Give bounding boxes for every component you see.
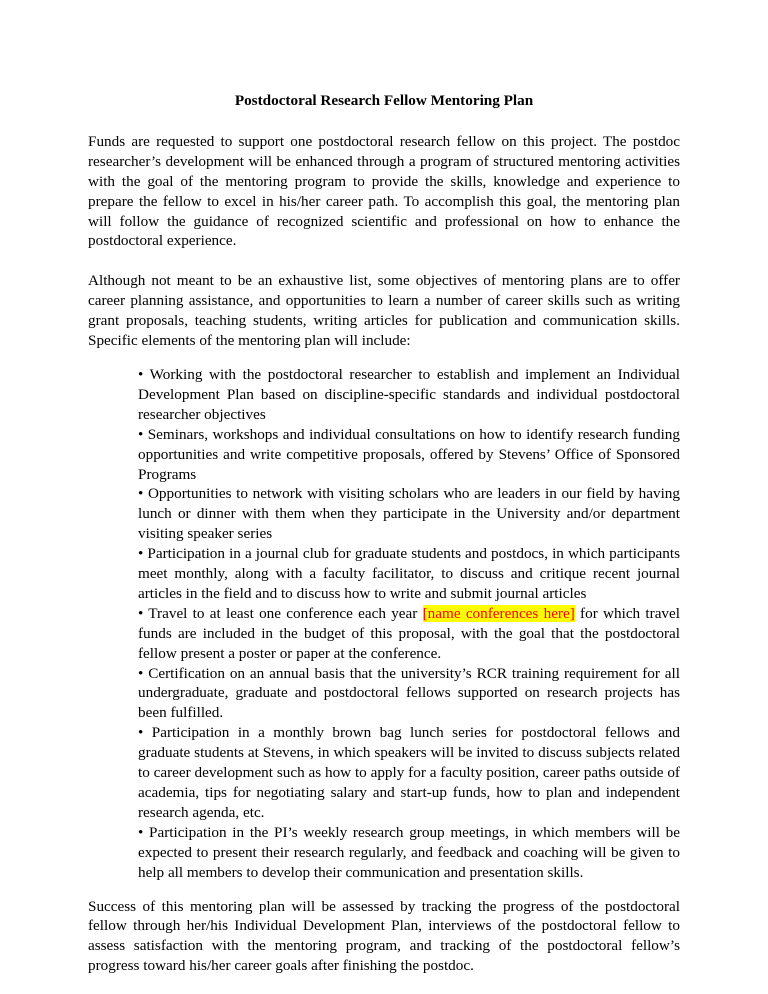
list-item: • Seminars, workshops and individual consultations on how to identify research funding opportunities and write competitive proposals, offered by Stevens’ Office of Sponsored Programs bbox=[138, 425, 680, 483]
assessment-paragraph: Success of this mentoring plan will be assessed by tracking the progress of the postdoctoral fellow through her/his Individual Development Plan, interviews of the postdoctoral fellow to assess satisfaction with the mentoring program, and tracking of the postdoctoral fellow’s progress toward his/her career goals after finishing the postdoc. bbox=[88, 897, 680, 975]
list-item: • Opportunities to network with visiting scholars who are leaders in our field by having lunch or dinner with them when they participate in the University and/or department visiting speaker series bbox=[138, 485, 680, 543]
list-item: • Participation in a monthly brown bag lunch series for postdoctoral fellows and graduate students at Stevens, in which speakers will be invited to discuss subjects related to career development such as how to apply for a faculty position, career paths outside of academia, tips for negotiating salary and start-up funds, how to plan and independent research agenda, etc. bbox=[138, 724, 680, 821]
mentoring-elements-list bbox=[88, 365, 680, 883]
list-item: • Participation in the PI’s weekly research group meetings, in which members will be expected to present their research regularly, and feedback and coaching will be given to help all members to develop their communication and presentation skills. bbox=[138, 823, 680, 881]
document-title: Postdoctoral Research Fellow Mentoring Plan bbox=[234, 92, 534, 109]
conference-placeholder-highlight: [name conferences here] bbox=[422, 604, 575, 622]
list-item: • Working with the postdoctoral researcher to establish and implement an Individual Development Plan based on discipline-specific standards and individual postdoctoral researcher objectives bbox=[138, 365, 680, 423]
travel-text-after: for which travel funds are included in the budget of this proposal, with the goal that the postdoctoral fellow present a poster or paper at the conference. bbox=[138, 604, 680, 662]
intro-paragraph: Funds are requested to support one postdoctoral research fellow on this project. The postdoc researcher’s development will be enhanced through a program of structured mentoring activities with the goal of the mentoring program to provide the skills, knowledge and experience to prepare the fellow to excel in his/her career path. To accomplish this goal, the mentoring plan will follow the guidance of recognized scientific and professional on how to enhance the postdoctoral experience. bbox=[88, 132, 680, 250]
travel-text-before: • Travel to at least one conference each year bbox=[138, 604, 423, 622]
list-item: • Participation in a journal club for graduate students and postdocs, in which participants meet monthly, along with a faculty facilitator, to discuss and critique recent journal articles in the field and to discuss how to write and submit journal articles bbox=[138, 545, 680, 602]
list-item-travel bbox=[138, 604, 680, 664]
document-page bbox=[88, 91, 680, 976]
list-item: • Certification on an annual basis that the university’s RCR training requirement for all undergraduate, graduate and postdoctoral fellows supported on research projects has been fulfilled. bbox=[138, 664, 680, 722]
objectives-paragraph: Although not meant to be an exhaustive list, some objectives of mentoring plans are to offer career planning assistance, and opportunities to learn a number of career skills such as writing grant proposals, teaching students, writing articles for publication and communication skills. Specific elements of the mentoring plan will include: bbox=[88, 272, 680, 350]
